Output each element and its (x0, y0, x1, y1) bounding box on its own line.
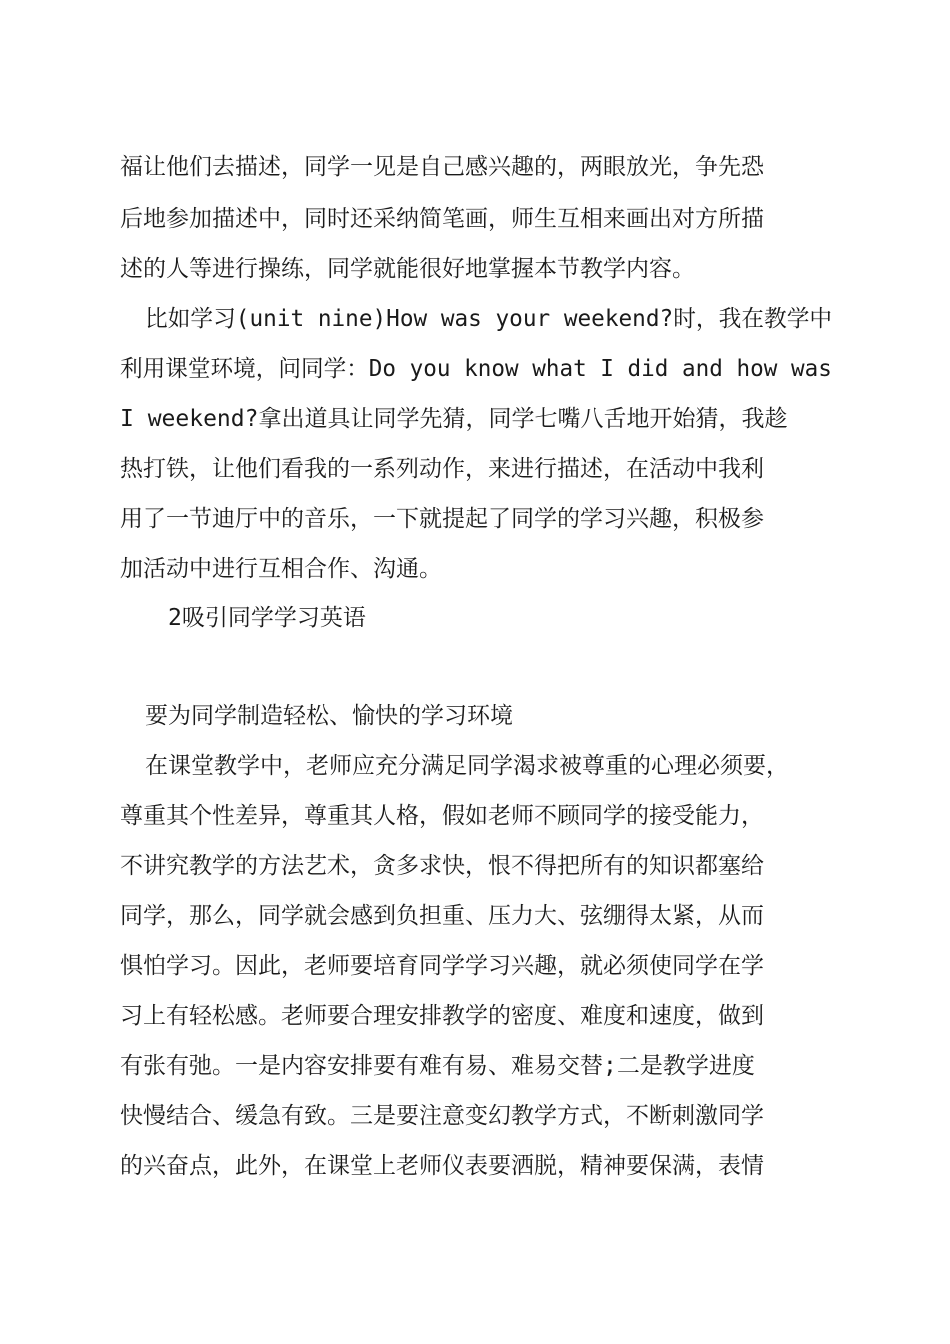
text-line: 尊重其个性差异，尊重其人格，假如老师不顾同学的接受能力， (120, 803, 764, 829)
text-line: 不讲究教学的方法艺术，贪多求快，恨不得把所有的知识都塞给 (120, 853, 764, 879)
text-line: 后地参加描述中，同时还采纳简笔画，师生互相来画出对方所描 (120, 206, 764, 232)
text-line: 比如学习(unit nine)How was your weekend?时，我在教学中 (145, 306, 833, 332)
text-line: 热打铁，让他们看我的一系列动作，来进行描述，在活动中我利 (120, 456, 764, 482)
text-line: 有张有弛。一是内容安排要有难有易、难易交替;二是教学进度 (120, 1053, 755, 1079)
text-line: 同学，那么，同学就会感到负担重、压力大、弦绷得太紧，从而 (120, 903, 764, 929)
text-line: 福让他们去描述，同学一见是自己感兴趣的，两眼放光，争先恐 (120, 154, 764, 180)
text-line: 述的人等进行操练，同学就能很好地掌握本节教学内容。 (120, 256, 695, 282)
text-line: 习上有轻松感。老师要合理安排教学的密度、难度和速度，做到 (120, 1003, 764, 1029)
text-line: 的兴奋点，此外，在课堂上老师仪表要洒脱，精神要保满，表情 (120, 1153, 764, 1179)
section-heading: 2吸引同学学习英语 (168, 605, 366, 631)
text-line: 在课堂教学中，老师应充分满足同学渴求被尊重的心理必须要， (145, 753, 789, 779)
text-line: I weekend?拿出道具让同学先猜，同学七嘴八舌地开始猜，我趁 (120, 406, 788, 432)
text-line: 加活动中进行互相合作、沟通。 (120, 556, 442, 582)
text-line: 用了一节迪厅中的音乐，一下就提起了同学的学习兴趣，积极参 (120, 506, 764, 532)
subheading: 要为同学制造轻松、愉快的学习环境 (145, 703, 513, 729)
text-line: 快慢结合、缓急有致。三是要注意变幻教学方式，不断刺激同学 (120, 1103, 764, 1129)
text-line: 惧怕学习。因此，老师要培育同学学习兴趣，就必须使同学在学 (120, 953, 764, 979)
text-line: 利用课堂环境，问同学：Do you know what I did and how was (120, 356, 832, 382)
